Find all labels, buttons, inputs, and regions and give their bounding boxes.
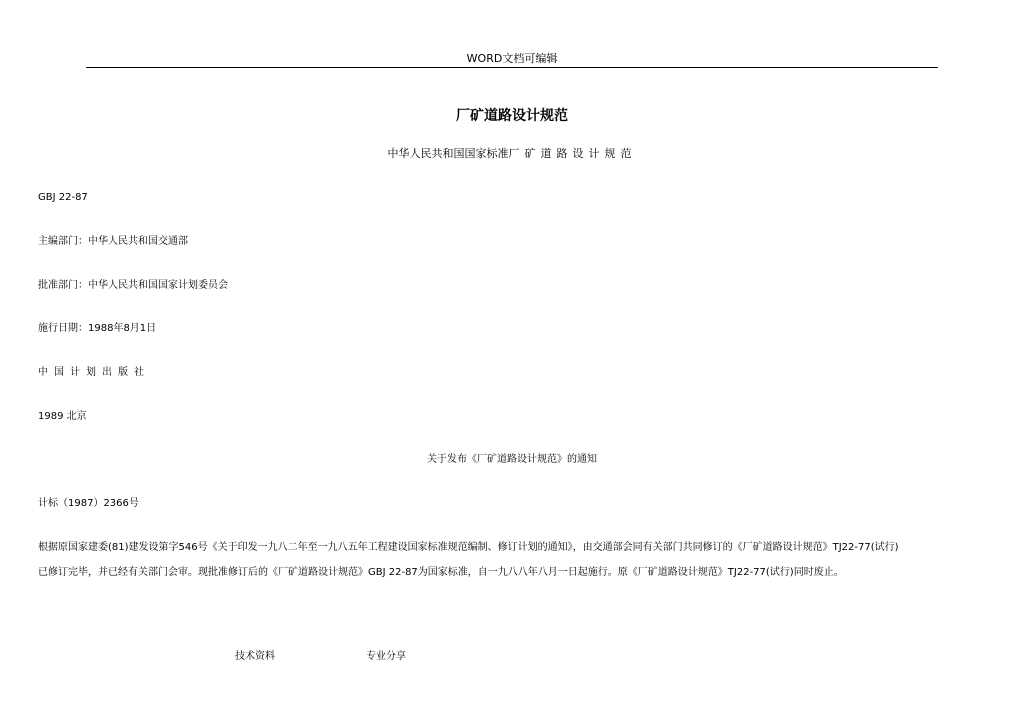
effective-date: 施行日期：1988年8月1日 <box>38 323 157 334</box>
document-title: 厂矿道路设计规范 <box>456 108 568 124</box>
editor-department: 主编部门：中华人民共和国交通部 <box>38 236 188 247</box>
standard-code: GBJ 22-87 <box>38 192 88 203</box>
footer-right-text: 专业分享 <box>366 651 406 662</box>
subtitle-spaced-title: 厂矿道路设计规范 <box>508 147 637 160</box>
publisher: 中国计划出版社 <box>38 367 150 378</box>
notice-paragraph-line-2: 已修订完毕，并已经有关部门会审。现批准修订后的《厂矿道路设计规范》GBJ 22-87为国家标准，自一九八八年八月一日起施行。原《厂矿道路设计规范》TJ22-77(试行)同时废止。 <box>38 567 844 578</box>
approval-department: 批准部门：中华人民共和国国家计划委员会 <box>38 280 228 291</box>
notice-title: 关于发布《厂矿道路设计规范》的通知 <box>427 454 597 465</box>
subtitle-prefix: 中华人民共和国国家标准 <box>387 147 509 160</box>
notice-paragraph-line-1: 根据原国家建委(81)建发设第字546号《关于印发一九八二年至一九八五年工程建设国家标准规范编制、修订计划的通知》，由交通部会同有关部门共同修订的《厂矿道路设计规范》TJ22-77(试行) <box>38 542 899 553</box>
publish-info: 1989 北京 <box>38 411 87 422</box>
header-divider <box>86 67 938 68</box>
document-subtitle <box>0 147 1024 161</box>
header-text: WORD文档可编辑 <box>466 52 558 65</box>
footer-left-text: 技术资料 <box>235 651 275 662</box>
notice-number: 计标（1987）2366号 <box>38 498 139 509</box>
